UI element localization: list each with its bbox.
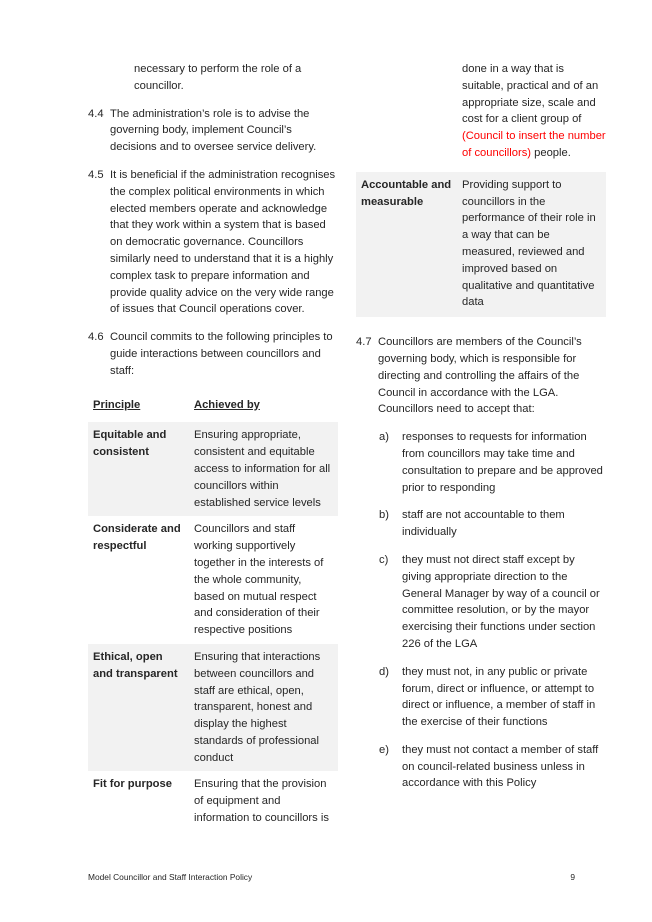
item-number: 4.4 (88, 107, 104, 120)
list-letter: e) (379, 743, 389, 756)
table-row (88, 516, 338, 644)
table-row (356, 172, 606, 317)
achieved-cell: Ensuring that the provision of equipment and information to councillors is (194, 778, 329, 825)
list-item (356, 552, 606, 653)
list-text: they must not, in any public or private forum, direct or influence, or attempt to direct or influence, a member of staff in the exercise of their functions (402, 665, 596, 729)
principle-cell: Considerate and respectful (93, 523, 181, 553)
table-row (88, 644, 338, 772)
principles-table-continued (356, 172, 606, 317)
item-4-7 (356, 334, 606, 418)
table-header-row (88, 391, 338, 423)
right-column (356, 61, 606, 803)
item-text: Council commits to the following principles to guide interactions between councillors and staff: (110, 331, 333, 377)
continued-text-before: done in a way that is suitable, practical and of an appropriate size, scale and cost for a client group of (462, 63, 599, 126)
list-item (356, 742, 606, 792)
principles-table (88, 391, 338, 832)
achieved-cell: Providing support to councillors in the performance of their role in a way that can be measured, reviewed and improved based on qualitative and quantitative data (457, 172, 606, 317)
continued-text: necessary to perform the role of a councillor. (134, 63, 302, 92)
principle-cell: Ethical, open and transparent (88, 644, 189, 772)
item-text: It is beneficial if the administration recognises the complex political environments in which elected members operate and acknowledge that they work within a system that is based on democratic governance. Councillors similarly need to understand that it is a highly complex task to prepare information and provide quality advice on the very wide range of issues that Council operations cover. (110, 168, 336, 316)
achieved-cell: Councillors and staff working supportively together in the interests of the whole community, based on mutual respect and consideration of their respective positions (194, 523, 324, 637)
achieved-cell: Ensuring that interactions between councillors and staff are ethical, open, transparent, honest and display the highest standards of professional conduct (189, 644, 338, 772)
list-text: staff are not accountable to them individually (402, 509, 565, 539)
list-letter: b) (379, 509, 389, 522)
list-text: they must not direct staff except by giving appropriate direction to the General Manager by way of a council or committee resolution, or by the mayor exercising their functions under section 226 of the LGA (402, 553, 600, 650)
principle-cell: Equitable and consistent (88, 422, 189, 516)
item-number: 4.5 (88, 168, 104, 181)
left-column (88, 61, 338, 832)
table-row (88, 422, 338, 516)
header-principle: Principle (93, 398, 141, 411)
item-4-5 (88, 167, 338, 318)
principle-cell: Accountable and measurable (356, 172, 457, 317)
item-4-4 (88, 106, 338, 156)
header-achieved-by: Achieved by (194, 398, 260, 411)
achieved-cell: Ensuring appropriate, consistent and equitable access to information for all councillors within established service levels (189, 422, 338, 516)
list-text: they must not contact a member of staff on council-related business unless in accordance with this Policy (402, 743, 599, 790)
principle-cell: Fit for purpose (93, 778, 172, 791)
continued-text-after: people. (534, 146, 571, 159)
item-number: 4.7 (356, 336, 372, 349)
list-text: responses to requests for information from councillors may take time and consultation to prepare and be approved prior to responding (402, 431, 603, 494)
item-text: The administration’s role is to advise the governing body, implement Council’s decisions and to oversee service delivery. (110, 107, 317, 154)
list-letter: c) (379, 553, 389, 566)
list-letter: a) (379, 431, 389, 444)
list-item (356, 507, 606, 541)
item-number: 4.6 (88, 331, 104, 344)
placeholder-red-text: (Council to insert the number of councillors) (462, 130, 606, 159)
item-4-6 (88, 329, 338, 379)
item-text: Councillors are members of the Council’s governing body, which is responsible for directing and controlling the affairs of the Council in accordance with the LGA. Councillors need to accept that: (378, 336, 582, 416)
list-letter: d) (379, 665, 389, 678)
list-item (356, 664, 606, 731)
table-row (88, 771, 338, 831)
page-number: 9 (570, 872, 575, 882)
list-item (356, 429, 606, 496)
footer-title: Model Councillor and Staff Interaction Policy (88, 872, 253, 882)
continued-cell-text (356, 61, 606, 162)
